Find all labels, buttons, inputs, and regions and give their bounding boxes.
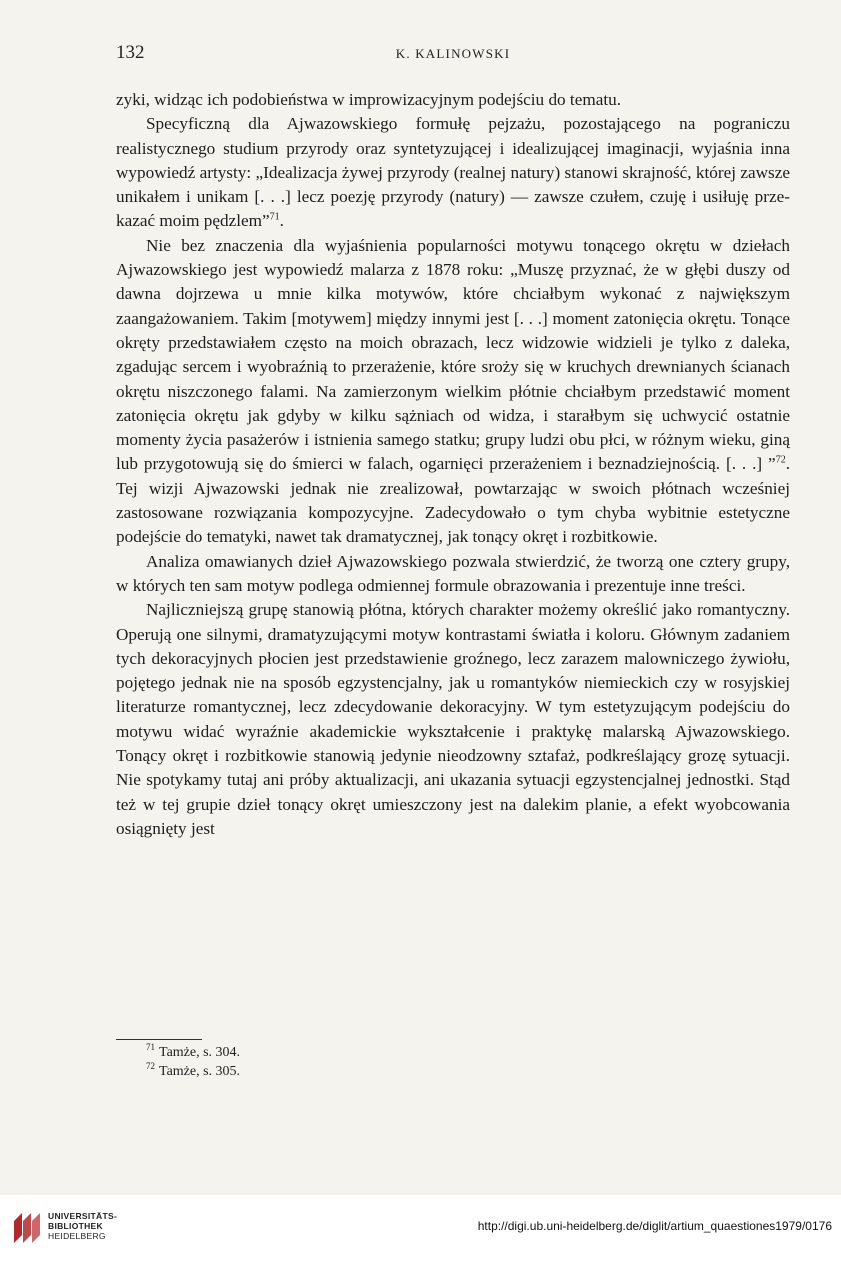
footer-bar <box>0 1195 841 1263</box>
logo-line: HEIDELBERG <box>48 1231 106 1241</box>
paragraph <box>116 112 790 233</box>
footnote-text: Tamże, s. 304. <box>159 1045 241 1060</box>
page-header <box>116 42 790 66</box>
paragraph: Analiza omawianych dzieł Ajwazowskiego pozwala stwierdzić, że tworzą one cztery grupy, w których ten sam motyw podlega odmiennej formule obrazowania i prezentuje inne treści. <box>116 551 790 595</box>
footnote-ref: 72 <box>775 454 786 466</box>
paragraph-text: Nie bez znaczenia dla wyjaśnienia popularności motywu tonącego okrętu w dziełach Ajwazowskiego jest wypowiedź malarza z 1878 roku: „Muszę przyznać, że w głębi duszy od dawna dojrzewa u mnie kilka motywów, które chciałbym wykonać z największym zaangażowaniem. Takim [motywem] między innymi jest [. . .] moment zatonięcia okrętu. Tonące okręty przedstawiałem często na moich obrazach, lecz widzowie widzieli je tylko z daleka, zgadując sercem i wyobraźnią to przerażenie, które sroży się w kruchych drewnianych ścianach okrętu niszczonego falami. Na zamierzonym wielkim płótnie chciałbym przedstawić moment zatonięcia okrętu jak gdyby w kilku sążniach od widza, i starałbym się uchwycić ostatnie momenty życia pasażerów i istnienia samego statku; grupy ludzi obu płci, w różnym wieku, giną lub przygotowują się do śmierci w falach, ogarnięci przerażeniem i beznadziejnością. [. . .] ” <box>116 235 790 474</box>
footnote <box>116 1043 516 1062</box>
running-head: K. KALINOWSKI <box>395 46 511 61</box>
paragraph-text: . <box>279 211 284 231</box>
logo-line: UNIVERSITÄTS- <box>48 1211 118 1221</box>
footnotes <box>116 1043 516 1081</box>
paragraph-text: Specyficzną dla Ajwazowskiego formułę pejzażu, pozostającego na pograniczu realistycznego studium przyrody oraz syntetyzującej i idealizującej imaginacji, wyjaśnia inna wypowiedź artysty: „Idealizacja żywej przyrody (realnej natury) stanowi skrajność, której zawsze unikałem i unikam [. . .] lecz poezję przyrody (natury) — zawsze czułem, czuję i usiłuję przekazać moim pędzlem” <box>116 114 790 231</box>
footnote-ref: 71 <box>269 211 280 223</box>
paragraph-text: . Tej wizji Ajwazowski jednak nie zrealizował, powtarzając w swoich płótnach wcześniej zastosowane rozwiązania kompozycyjne. Zadecydowało o tym chyba wybitnie estetyczne podejście do tematyki, nawet tak dramatycznej, jak tonący okręt i rozbitkowie. <box>116 454 790 547</box>
footnote-number: 71 <box>146 1042 155 1053</box>
footnote-number: 72 <box>146 1061 155 1072</box>
footnote-text: Tamże, s. 305. <box>159 1064 241 1079</box>
page-number: 132 <box>116 42 145 63</box>
paragraph <box>116 234 790 550</box>
logo-line: BIBLIOTHEK <box>48 1221 103 1231</box>
logo-text <box>48 1211 117 1241</box>
library-logo-icon <box>10 1207 44 1247</box>
library-logo[interactable] <box>10 1207 130 1251</box>
footnote-divider <box>116 1039 202 1040</box>
footnote <box>116 1062 516 1081</box>
source-url[interactable]: http://digi.ub.uni-heidelberg.de/diglit/artium_quaestiones1979/0176 <box>477 1219 832 1233</box>
paragraph: zyki, widząc ich podobieństwa w improwizacyjnym podejściu do tematu. <box>116 90 621 109</box>
paragraph: Najliczniejszą grupę stanowią płótna, których charakter możemy określić jako romantyczny. Operują one silnymi, dramatyzującymi motyw kontrastami światła i koloru. Głównym zadaniem tych dekoracyjnych płocien jest przedstawienie groźnego, lecz zarazem malowniczego żywiołu, pojętego jednak nie na sposób egzystencjalny, jak u romantyków niemieckich czy w rosyjskiej literaturze romantycznej, lecz zdecydowanie dekoracyjny. W tym estetyzującym podejściu do motywu widać wyraźnie akademickie wykształcenie i praktykę malarską Ajwazowskiego. Tonący okręt i rozbitkowie stanowią jedynie nieodzowny sztafaż, podkreślający grozę sytuacji. Nie spotykamy tutaj ani próby aktualizacji, ani ukazania sytuacji egzystencjalnej jednostki. Stąd też w tej grupie dzieł tonący okręt umieszczony jest na dalekim planie, a efekt wyobcowania osiągnięty jest <box>116 600 790 838</box>
body-text <box>116 88 790 841</box>
